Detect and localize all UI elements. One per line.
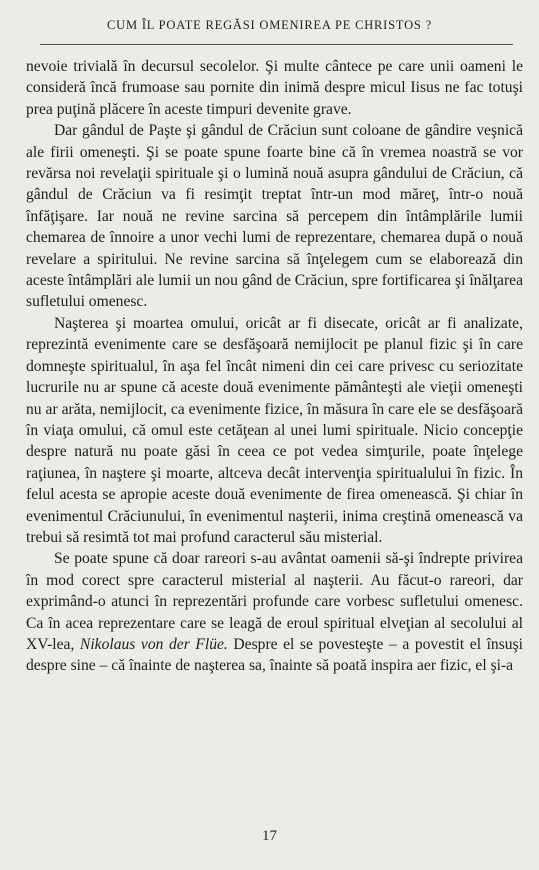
paragraph-4 [26, 548, 523, 676]
italic-name: Nikolaus von der Flüe. [79, 635, 228, 653]
paragraph-2: Dar gândul de Paşte şi gândul de Crăciun sunt coloane de gândire veşnică ale firii omeneşti. Şi se poate spune foarte bine că în vremea noastră se vor revărsa noi revelaţii spirituale şi o lumină nouă asupra gândului de Crăciun, că gândul de Crăciun va fi resimţit treptat într-un mod măreţ, într-o nouă înfăţişare. Iar nouă ne revine sarcina să percepem din întâmplările lumii chemarea de înnoire a unor vechi lumi de reprezentare, chemarea după o nouă revelare a spiritului. Ne revine sarcina să înţelegem cum se elaborează din aceste întâmplări ale lumii un nou gând de Crăciun, spre fortificarea şi înălţarea sufletului omenesc. [26, 122, 523, 311]
page-body [26, 56, 523, 677]
paragraph-3: Naşterea şi moartea omului, oricât ar fi disecate, oricât ar fi analizate, reprezintă evenimente care se desfăşoară nemijlocit pe planul fizic şi în care domneşte spiritualul, în aşa fel încât nimeni din cei care privesc cu seriozitate lucrurile nu ar spune că aceste două evenimente pământeşti ale vieţii omeneşti nu ar arăta, nemijlocit, ca evenimente fizice, în măsura în care ele se desfăşoară în viaţa omului, că omul este cetăţean al unei lumi spirituale. Nicio concepţie despre natură nu poate găsi în ceea ce pot vedea simţurile, poate înţelege raţiunea, în naştere şi moarte, altceva decât intervenţia spiritualului în fizic. În felul acesta se apropie aceste două evenimente de firea omenească. Şi chiar în evenimentul Crăciunului, în evenimentul naşterii, inima creştină omenească va trebui să resimtă tot mai profund caracterul său misterial. [26, 314, 523, 546]
paragraph-1: nevoie trivială în decursul secolelor. Şi multe cântece pe care unii oameni le consideră încă frumoase sau pornite din inimă despre micul Iisus ne fac totuşi prea puţină plăcere în aceste timpuri devenite grave. [26, 58, 523, 118]
header-rule [40, 44, 513, 45]
paragraph-4-text: Se poate spune că doar rareori s-au avântat oamenii să-şi îndrepte privirea în mod corect spre caracterul misterial al naşterii. Au făcut-o rareori, dar exprimând-o atunci în reprezentări profunde care vorbesc sufletului omenesc. Ca în acea reprezentare care se leagă de eroul spiritual elveţian al secolului al XV-lea, [26, 550, 523, 653]
page-number: 17 [262, 828, 277, 844]
paragraph-4-continuation: Despre el se povesteşte – a povestit el însuşi despre sine – că înainte de naşterea sa, înainte să poată inspira aer fizic, el şi-a [26, 635, 523, 675]
running-header: CUM ÎL POATE REGĂSI OMENIREA PE CHRISTOS ? [107, 18, 432, 32]
